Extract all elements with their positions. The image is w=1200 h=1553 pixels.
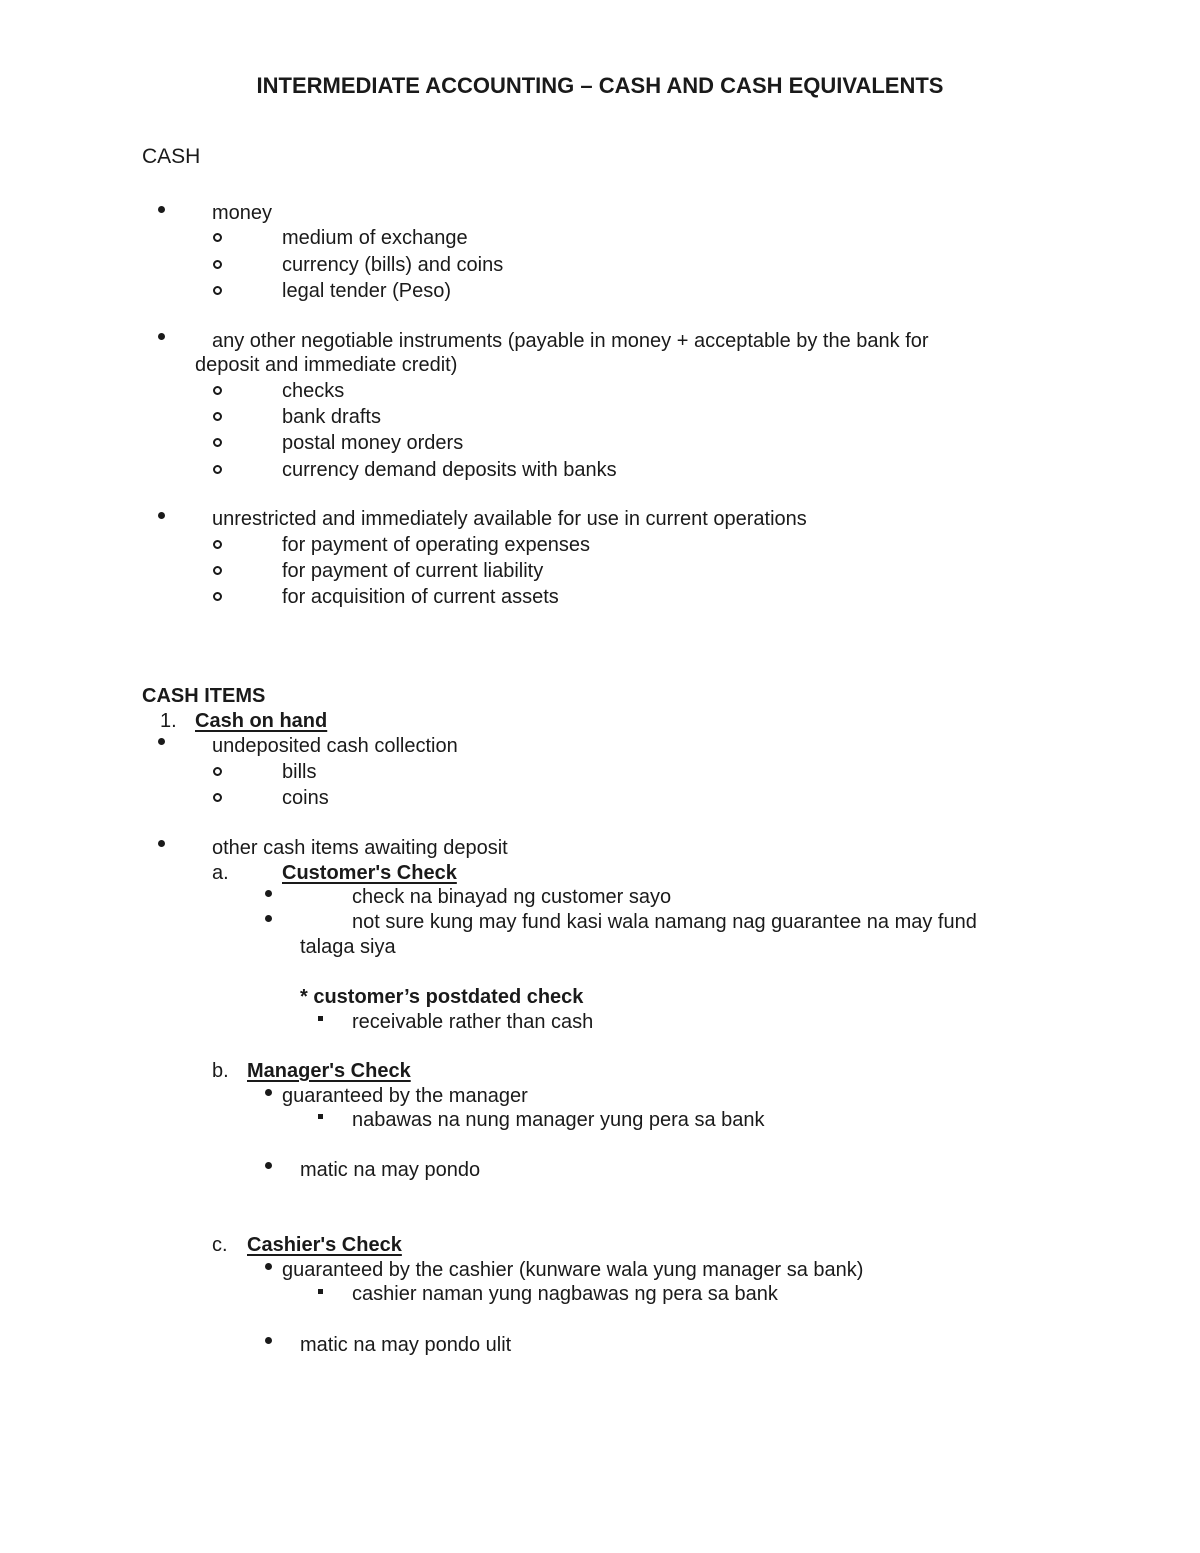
bullet-circle-icon bbox=[213, 233, 222, 242]
cash-heading: CASH bbox=[142, 145, 201, 168]
list-item: bills bbox=[282, 761, 317, 783]
cash-on-hand-heading: Cash on hand bbox=[195, 710, 328, 732]
item-letter: c. bbox=[212, 1234, 228, 1256]
list-item: not sure kung may fund kasi wala namang nag guarantee na may fund bbox=[352, 911, 977, 933]
bullet-square-icon bbox=[318, 1016, 323, 1021]
list-item: currency demand deposits with banks bbox=[282, 459, 617, 481]
unrestricted-label: unrestricted and immediately available for use in current operations bbox=[212, 508, 807, 530]
list-item: currency (bills) and coins bbox=[282, 254, 504, 276]
list-item: receivable rather than cash bbox=[352, 1011, 594, 1033]
bullet-dot-icon bbox=[158, 206, 165, 213]
bullet-dot-icon bbox=[265, 1089, 272, 1096]
bullet-circle-icon bbox=[213, 767, 222, 776]
bullet-circle-icon bbox=[213, 386, 222, 395]
cash-items-heading: CASH ITEMS bbox=[142, 685, 266, 707]
bullet-circle-icon bbox=[213, 592, 222, 601]
list-item: guaranteed by the manager bbox=[282, 1085, 528, 1107]
list-item: check na binayad ng customer sayo bbox=[352, 886, 672, 908]
item-letter: a. bbox=[212, 862, 229, 884]
list-item: for acquisition of current assets bbox=[282, 586, 559, 608]
postdated-check-label: * customer’s postdated check bbox=[300, 986, 584, 1008]
item-number: 1. bbox=[160, 710, 177, 732]
bullet-square-icon bbox=[318, 1114, 323, 1119]
item-letter: b. bbox=[212, 1060, 229, 1082]
bullet-dot-icon bbox=[158, 840, 165, 847]
bullet-circle-icon bbox=[213, 566, 222, 575]
bullet-circle-icon bbox=[213, 540, 222, 549]
list-item: guaranteed by the cashier (kunware wala yung manager sa bank) bbox=[282, 1259, 864, 1281]
bullet-circle-icon bbox=[213, 438, 222, 447]
list-item-continuation: talaga siya bbox=[300, 936, 396, 958]
managers-check-heading: Manager's Check bbox=[247, 1060, 411, 1082]
bullet-square-icon bbox=[318, 1289, 323, 1294]
other-items-label: other cash items awaiting deposit bbox=[212, 837, 508, 859]
bullet-circle-icon bbox=[213, 260, 222, 269]
negotiable-line1: any other negotiable instruments (payable in money + acceptable by the bank for bbox=[212, 330, 929, 352]
bullet-dot-icon bbox=[265, 1337, 272, 1344]
list-item: for payment of current liability bbox=[282, 560, 544, 582]
bullet-dot-icon bbox=[265, 915, 272, 922]
list-item: bank drafts bbox=[282, 406, 381, 428]
undeposited-label: undeposited cash collection bbox=[212, 735, 458, 757]
customers-check-heading: Customer's Check bbox=[282, 862, 457, 884]
cashiers-check-heading: Cashier's Check bbox=[247, 1234, 402, 1256]
list-item: cashier naman yung nagbawas ng pera sa bank bbox=[352, 1283, 778, 1305]
list-item: for payment of operating expenses bbox=[282, 534, 590, 556]
list-item: legal tender (Peso) bbox=[282, 280, 451, 302]
bullet-circle-icon bbox=[213, 793, 222, 802]
list-item: nabawas na nung manager yung pera sa bank bbox=[352, 1109, 765, 1131]
bullet-dot-icon bbox=[158, 512, 165, 519]
bullet-circle-icon bbox=[213, 412, 222, 421]
bullet-dot-icon bbox=[265, 1263, 272, 1270]
page-title: INTERMEDIATE ACCOUNTING – CASH AND CASH EQUIVALENTS bbox=[256, 73, 944, 98]
list-item: postal money orders bbox=[282, 432, 464, 454]
list-item: medium of exchange bbox=[282, 227, 468, 249]
list-item: matic na may pondo bbox=[300, 1159, 481, 1181]
money-label: money bbox=[212, 202, 273, 224]
bullet-dot-icon bbox=[265, 1162, 272, 1169]
bullet-circle-icon bbox=[213, 465, 222, 474]
negotiable-line2: deposit and immediate credit) bbox=[195, 354, 458, 376]
bullet-dot-icon bbox=[158, 333, 165, 340]
list-item: checks bbox=[282, 380, 345, 402]
bullet-circle-icon bbox=[213, 286, 222, 295]
list-item: matic na may pondo ulit bbox=[300, 1334, 512, 1356]
bullet-dot-icon bbox=[265, 890, 272, 897]
bullet-dot-icon bbox=[158, 738, 165, 745]
list-item: coins bbox=[282, 787, 329, 809]
